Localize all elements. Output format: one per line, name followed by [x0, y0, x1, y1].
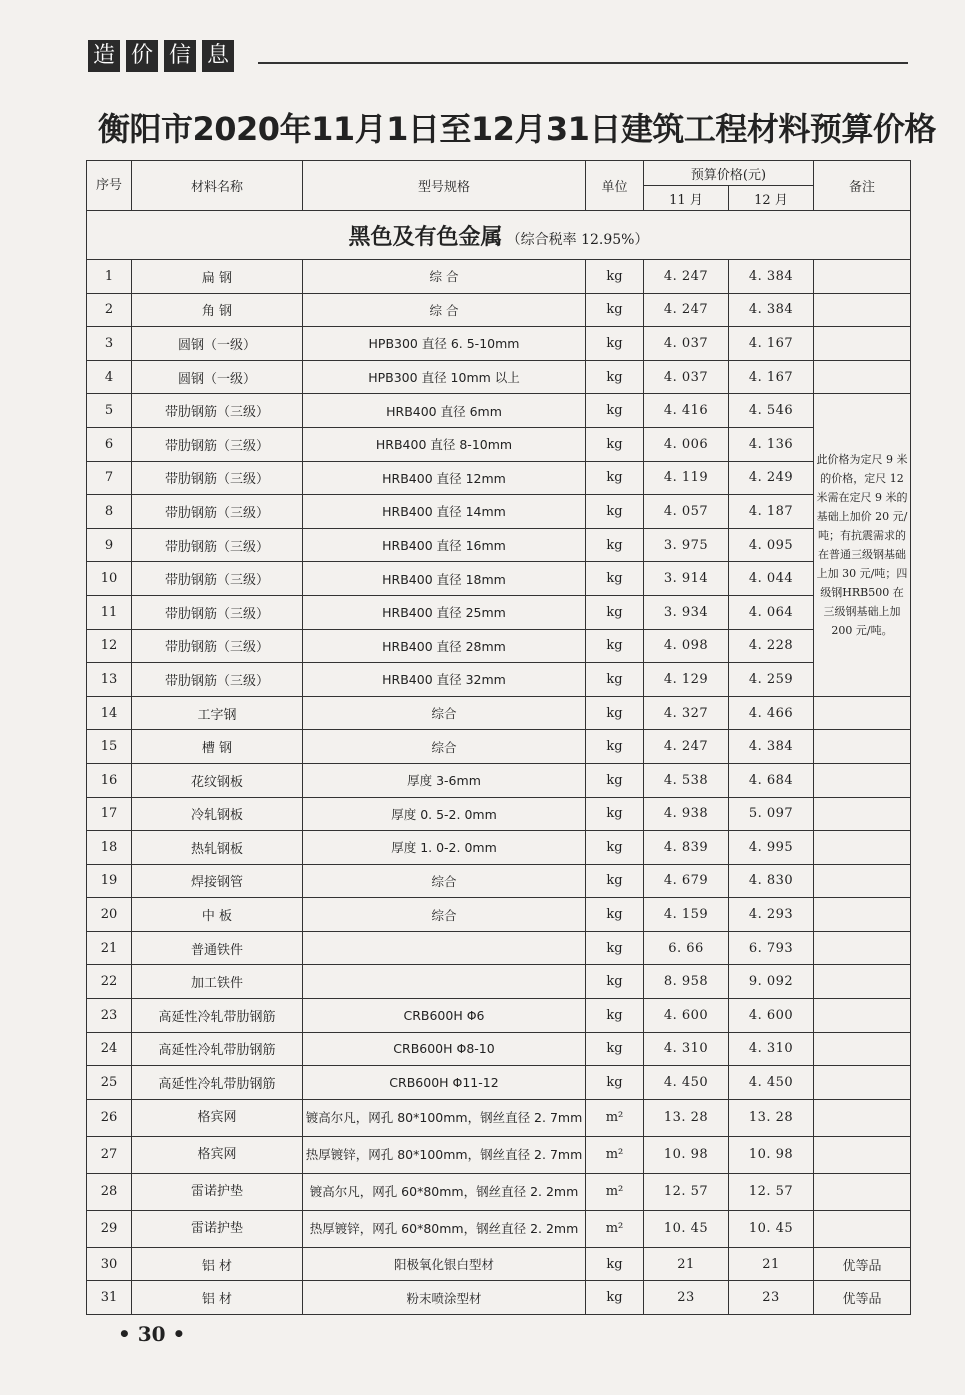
cell-spec: 综 合 — [303, 260, 586, 294]
table-row — [87, 1210, 911, 1247]
cell-unit: kg — [586, 629, 644, 663]
cell-seq: 17 — [87, 797, 132, 831]
cell-note — [814, 931, 911, 965]
cell-price-dec: 4. 095 — [729, 528, 814, 562]
table-row — [87, 1247, 911, 1281]
table-row — [87, 965, 911, 999]
cell-price-dec: 5. 097 — [729, 797, 814, 831]
cell-unit: kg — [586, 1281, 644, 1315]
cell-seq: 11 — [87, 595, 132, 629]
cell-price-dec: 4. 310 — [729, 1032, 814, 1066]
cell-spec: 综 合 — [303, 293, 586, 327]
cell-spec: CRB600H Φ6 — [303, 999, 586, 1033]
cell-unit: kg — [586, 293, 644, 327]
cell-seq: 28 — [87, 1173, 132, 1210]
page-number: • 30 • — [118, 1322, 186, 1346]
cell-price-nov: 4. 327 — [644, 696, 729, 730]
cell-note — [814, 1173, 911, 1210]
cell-name: 冷轧钢板 — [132, 797, 303, 831]
cell-price-dec: 21 — [729, 1247, 814, 1281]
cell-price-nov: 10. 98 — [644, 1136, 729, 1173]
cell-price-dec: 4. 600 — [729, 999, 814, 1033]
table-row — [87, 629, 911, 663]
section-title: 黑色及有色金属 — [348, 224, 503, 250]
cell-price-dec: 4. 830 — [729, 864, 814, 898]
cell-spec: HRB400 直径 8-10mm — [303, 427, 586, 461]
cell-name: 带肋钢筋（三级） — [132, 427, 303, 461]
cell-name: 格宾网 — [132, 1099, 303, 1136]
cell-seq: 16 — [87, 763, 132, 797]
cell-note — [814, 831, 911, 865]
table-row — [87, 1066, 911, 1100]
cell-spec: CRB600H Φ11-12 — [303, 1066, 586, 1100]
table-row — [87, 831, 911, 865]
cell-price-nov: 4. 037 — [644, 360, 729, 394]
cell-price-dec: 4. 995 — [729, 831, 814, 865]
header-divider — [258, 62, 908, 64]
col-header-name: 材料名称 — [132, 161, 303, 211]
cell-seq: 1 — [87, 260, 132, 294]
cell-price-nov: 10. 45 — [644, 1210, 729, 1247]
cell-unit: kg — [586, 831, 644, 865]
cell-name: 圆钢（一级） — [132, 327, 303, 361]
col-header-seq: 序号 — [87, 161, 132, 211]
cell-name: 带肋钢筋（三级） — [132, 528, 303, 562]
cell-unit: kg — [586, 763, 644, 797]
cell-price-nov: 12. 57 — [644, 1173, 729, 1210]
cell-unit: kg — [586, 327, 644, 361]
cell-spec: 阳极氧化银白型材 — [303, 1247, 586, 1281]
cell-name: 雷诺护垫 — [132, 1210, 303, 1247]
cell-seq: 25 — [87, 1066, 132, 1100]
cell-unit: kg — [586, 595, 644, 629]
table-row — [87, 1032, 911, 1066]
cell-price-nov: 6. 66 — [644, 931, 729, 965]
cell-price-nov: 4. 247 — [644, 730, 729, 764]
cell-price-dec: 6. 793 — [729, 931, 814, 965]
cell-seq: 2 — [87, 293, 132, 327]
cell-seq: 4 — [87, 360, 132, 394]
cell-spec: HPB300 直径 6. 5-10mm — [303, 327, 586, 361]
cell-spec: HRB400 直径 6mm — [303, 394, 586, 428]
col-header-nov: 11 月 — [644, 186, 729, 211]
cell-note — [814, 1032, 911, 1066]
cell-unit: kg — [586, 394, 644, 428]
table-row — [87, 260, 911, 294]
cell-unit: kg — [586, 663, 644, 697]
cell-name: 工字钢 — [132, 696, 303, 730]
cell-note — [814, 797, 911, 831]
cell-price-dec: 10. 98 — [729, 1136, 814, 1173]
page-title: 衡阳市2020年11月1日至12月31日建筑工程材料预算价格 — [98, 110, 936, 148]
cell-unit: kg — [586, 562, 644, 596]
cell-note — [814, 696, 911, 730]
table-row — [87, 1281, 911, 1315]
cell-note — [814, 260, 911, 294]
cell-seq: 30 — [87, 1247, 132, 1281]
section-row — [87, 211, 911, 260]
cell-note — [814, 898, 911, 932]
cell-unit: kg — [586, 360, 644, 394]
header-row — [87, 161, 911, 186]
cell-name: 高延性冷轧带肋钢筋 — [132, 999, 303, 1033]
cell-price-dec: 10. 45 — [729, 1210, 814, 1247]
cell-price-nov: 4. 098 — [644, 629, 729, 663]
cell-spec: HPB300 直径 10mm 以上 — [303, 360, 586, 394]
cell-unit: kg — [586, 495, 644, 529]
cell-unit: kg — [586, 696, 644, 730]
cell-price-dec: 4. 684 — [729, 763, 814, 797]
cell-seq: 8 — [87, 495, 132, 529]
cell-price-dec: 4. 249 — [729, 461, 814, 495]
cell-spec — [303, 931, 586, 965]
cell-note — [814, 763, 911, 797]
cell-name: 扁 钢 — [132, 260, 303, 294]
cell-name: 加工铁件 — [132, 965, 303, 999]
cell-note — [814, 1136, 911, 1173]
cell-price-nov: 13. 28 — [644, 1099, 729, 1136]
cell-seq: 19 — [87, 864, 132, 898]
table-row — [87, 562, 911, 596]
cell-note: 优等品 — [814, 1281, 911, 1315]
table-row — [87, 360, 911, 394]
cell-name: 槽 钢 — [132, 730, 303, 764]
cell-note — [814, 864, 911, 898]
cell-name: 带肋钢筋（三级） — [132, 495, 303, 529]
cell-spec: HRB400 直径 18mm — [303, 562, 586, 596]
cell-name: 花纹钢板 — [132, 763, 303, 797]
cell-name: 带肋钢筋（三级） — [132, 629, 303, 663]
cell-name: 高延性冷轧带肋钢筋 — [132, 1066, 303, 1100]
cell-price-dec: 4. 450 — [729, 1066, 814, 1100]
cell-price-dec: 4. 167 — [729, 360, 814, 394]
cell-price-nov: 4. 839 — [644, 831, 729, 865]
table-row — [87, 1136, 911, 1173]
cell-spec: 综合 — [303, 864, 586, 898]
cell-spec: 综合 — [303, 696, 586, 730]
cell-seq: 22 — [87, 965, 132, 999]
cell-note — [814, 293, 911, 327]
table-row — [87, 696, 911, 730]
cell-spec: 厚度 3-6mm — [303, 763, 586, 797]
cell-unit: kg — [586, 864, 644, 898]
col-header-price-group: 预算价格(元) — [644, 161, 814, 186]
cell-seq: 9 — [87, 528, 132, 562]
cell-name: 普通铁件 — [132, 931, 303, 965]
cell-seq: 21 — [87, 931, 132, 965]
cell-seq: 27 — [87, 1136, 132, 1173]
cell-seq: 31 — [87, 1281, 132, 1315]
cell-price-dec: 4. 136 — [729, 427, 814, 461]
cell-unit: kg — [586, 1032, 644, 1066]
cell-unit: m² — [586, 1136, 644, 1173]
cell-price-nov: 4. 159 — [644, 898, 729, 932]
cell-spec: 热厚镀锌，网孔 80*100mm，钢丝直径 2. 7mm — [303, 1136, 586, 1173]
cell-spec: 厚度 0. 5-2. 0mm — [303, 797, 586, 831]
cell-spec: 厚度 1. 0-2. 0mm — [303, 831, 586, 865]
cell-price-nov: 3. 914 — [644, 562, 729, 596]
cell-price-nov: 3. 934 — [644, 595, 729, 629]
cell-spec: 综合 — [303, 898, 586, 932]
cell-seq: 20 — [87, 898, 132, 932]
cell-note — [814, 327, 911, 361]
cell-price-dec: 23 — [729, 1281, 814, 1315]
cell-spec: HRB400 直径 14mm — [303, 495, 586, 529]
cell-seq: 10 — [87, 562, 132, 596]
cell-seq: 18 — [87, 831, 132, 865]
rebar-note: 此价格为定尺 9 米的价格，定尺 12 米需在定尺 9 米的基础上加价 20 元/吨；有抗震需求的在普通三级钢基础上加 30 元/吨；四级钢HRB500 在三级钢基础上加 200 元/吨。 — [814, 394, 911, 696]
section-label-char: 价 — [126, 40, 158, 72]
cell-unit: kg — [586, 898, 644, 932]
cell-seq: 13 — [87, 663, 132, 697]
cell-name: 中 板 — [132, 898, 303, 932]
cell-price-dec: 9. 092 — [729, 965, 814, 999]
cell-spec: HRB400 直径 16mm — [303, 528, 586, 562]
cell-seq: 5 — [87, 394, 132, 428]
table-row — [87, 461, 911, 495]
cell-unit: kg — [586, 461, 644, 495]
cell-name: 雷诺护垫 — [132, 1173, 303, 1210]
cell-price-nov: 4. 247 — [644, 293, 729, 327]
cell-price-nov: 4. 416 — [644, 394, 729, 428]
cell-name: 焊接钢管 — [132, 864, 303, 898]
cell-unit: kg — [586, 730, 644, 764]
cell-price-nov: 4. 450 — [644, 1066, 729, 1100]
cell-spec: 镀高尔凡，网孔 60*80mm，钢丝直径 2. 2mm — [303, 1173, 586, 1210]
cell-name: 带肋钢筋（三级） — [132, 461, 303, 495]
table-row — [87, 427, 911, 461]
table-row — [87, 864, 911, 898]
cell-spec: 热厚镀锌，网孔 60*80mm，钢丝直径 2. 2mm — [303, 1210, 586, 1247]
cell-price-nov: 4. 129 — [644, 663, 729, 697]
cell-note — [814, 1066, 911, 1100]
cell-name: 带肋钢筋（三级） — [132, 394, 303, 428]
cell-name: 格宾网 — [132, 1136, 303, 1173]
section-subtitle: （综合税率 12.95%） — [506, 231, 649, 248]
cell-spec: CRB600H Φ8-10 — [303, 1032, 586, 1066]
cell-price-dec: 4. 187 — [729, 495, 814, 529]
cell-price-nov: 4. 600 — [644, 999, 729, 1033]
cell-price-nov: 4. 247 — [644, 260, 729, 294]
table-row — [87, 495, 911, 529]
col-header-spec: 型号规格 — [303, 161, 586, 211]
cell-name: 热轧钢板 — [132, 831, 303, 865]
cell-price-dec: 4. 259 — [729, 663, 814, 697]
cell-name: 带肋钢筋（三级） — [132, 595, 303, 629]
table-row — [87, 797, 911, 831]
cell-seq: 23 — [87, 999, 132, 1033]
table-row — [87, 528, 911, 562]
cell-name: 高延性冷轧带肋钢筋 — [132, 1032, 303, 1066]
cell-price-nov: 4. 057 — [644, 495, 729, 529]
cell-price-dec: 4. 167 — [729, 327, 814, 361]
cell-seq: 7 — [87, 461, 132, 495]
cell-unit: m² — [586, 1099, 644, 1136]
cell-seq: 12 — [87, 629, 132, 663]
cell-unit: kg — [586, 427, 644, 461]
section-label-char: 信 — [164, 40, 196, 72]
cell-note — [814, 360, 911, 394]
cell-price-nov: 4. 006 — [644, 427, 729, 461]
table-row — [87, 730, 911, 764]
table-row — [87, 931, 911, 965]
cell-price-nov: 23 — [644, 1281, 729, 1315]
cell-note — [814, 730, 911, 764]
cell-name: 铝 材 — [132, 1247, 303, 1281]
cell-price-dec: 12. 57 — [729, 1173, 814, 1210]
cell-note — [814, 1210, 911, 1247]
cell-seq: 29 — [87, 1210, 132, 1247]
price-table — [86, 160, 911, 1315]
cell-price-nov: 3. 975 — [644, 528, 729, 562]
cell-seq: 6 — [87, 427, 132, 461]
cell-name: 带肋钢筋（三级） — [132, 663, 303, 697]
cell-seq: 14 — [87, 696, 132, 730]
cell-price-dec: 4. 228 — [729, 629, 814, 663]
cell-price-nov: 4. 037 — [644, 327, 729, 361]
cell-price-dec: 4. 384 — [729, 730, 814, 764]
cell-price-dec: 4. 384 — [729, 293, 814, 327]
cell-price-dec: 4. 384 — [729, 260, 814, 294]
cell-unit: m² — [586, 1210, 644, 1247]
cell-spec: 粉末喷涂型材 — [303, 1281, 586, 1315]
section-label-char: 息 — [202, 40, 234, 72]
cell-name: 铝 材 — [132, 1281, 303, 1315]
cell-price-nov: 4. 119 — [644, 461, 729, 495]
table-row — [87, 327, 911, 361]
section-label-char: 造 — [88, 40, 120, 72]
table-row — [87, 293, 911, 327]
cell-price-dec: 4. 044 — [729, 562, 814, 596]
table-row — [87, 1173, 911, 1210]
table-row — [87, 394, 911, 428]
cell-name: 角 钢 — [132, 293, 303, 327]
cell-spec: HRB400 直径 12mm — [303, 461, 586, 495]
cell-price-nov: 4. 310 — [644, 1032, 729, 1066]
cell-seq: 24 — [87, 1032, 132, 1066]
cell-spec: HRB400 直径 25mm — [303, 595, 586, 629]
cell-price-nov: 4. 938 — [644, 797, 729, 831]
cell-unit: kg — [586, 528, 644, 562]
cell-spec: HRB400 直径 28mm — [303, 629, 586, 663]
table-row — [87, 898, 911, 932]
cell-unit: kg — [586, 1066, 644, 1100]
cell-price-dec: 13. 28 — [729, 1099, 814, 1136]
col-header-note: 备注 — [814, 161, 911, 211]
cell-price-nov: 21 — [644, 1247, 729, 1281]
cell-seq: 15 — [87, 730, 132, 764]
table-row — [87, 763, 911, 797]
cell-name: 带肋钢筋（三级） — [132, 562, 303, 596]
cell-unit: m² — [586, 1173, 644, 1210]
cell-price-dec: 4. 064 — [729, 595, 814, 629]
col-header-dec: 12 月 — [729, 186, 814, 211]
table-row — [87, 595, 911, 629]
cell-price-nov: 8. 958 — [644, 965, 729, 999]
cell-name: 圆钢（一级） — [132, 360, 303, 394]
col-header-unit: 单位 — [586, 161, 644, 211]
cell-unit: kg — [586, 999, 644, 1033]
cell-unit: kg — [586, 797, 644, 831]
cell-unit: kg — [586, 965, 644, 999]
cell-spec: 综合 — [303, 730, 586, 764]
cell-note — [814, 1099, 911, 1136]
cell-spec — [303, 965, 586, 999]
cell-price-dec: 4. 546 — [729, 394, 814, 428]
cell-seq: 3 — [87, 327, 132, 361]
cell-unit: kg — [586, 931, 644, 965]
cell-unit: kg — [586, 1247, 644, 1281]
table-row — [87, 999, 911, 1033]
cell-spec: 镀高尔凡，网孔 80*100mm，钢丝直径 2. 7mm — [303, 1099, 586, 1136]
table-row — [87, 663, 911, 697]
cell-price-nov: 4. 679 — [644, 864, 729, 898]
cell-note: 优等品 — [814, 1247, 911, 1281]
cell-note — [814, 965, 911, 999]
cell-unit: kg — [586, 260, 644, 294]
cell-price-nov: 4. 538 — [644, 763, 729, 797]
cell-price-dec: 4. 466 — [729, 696, 814, 730]
cell-note — [814, 999, 911, 1033]
table-row — [87, 1099, 911, 1136]
cell-seq: 26 — [87, 1099, 132, 1136]
section-label — [88, 40, 234, 72]
cell-spec: HRB400 直径 32mm — [303, 663, 586, 697]
cell-price-dec: 4. 293 — [729, 898, 814, 932]
